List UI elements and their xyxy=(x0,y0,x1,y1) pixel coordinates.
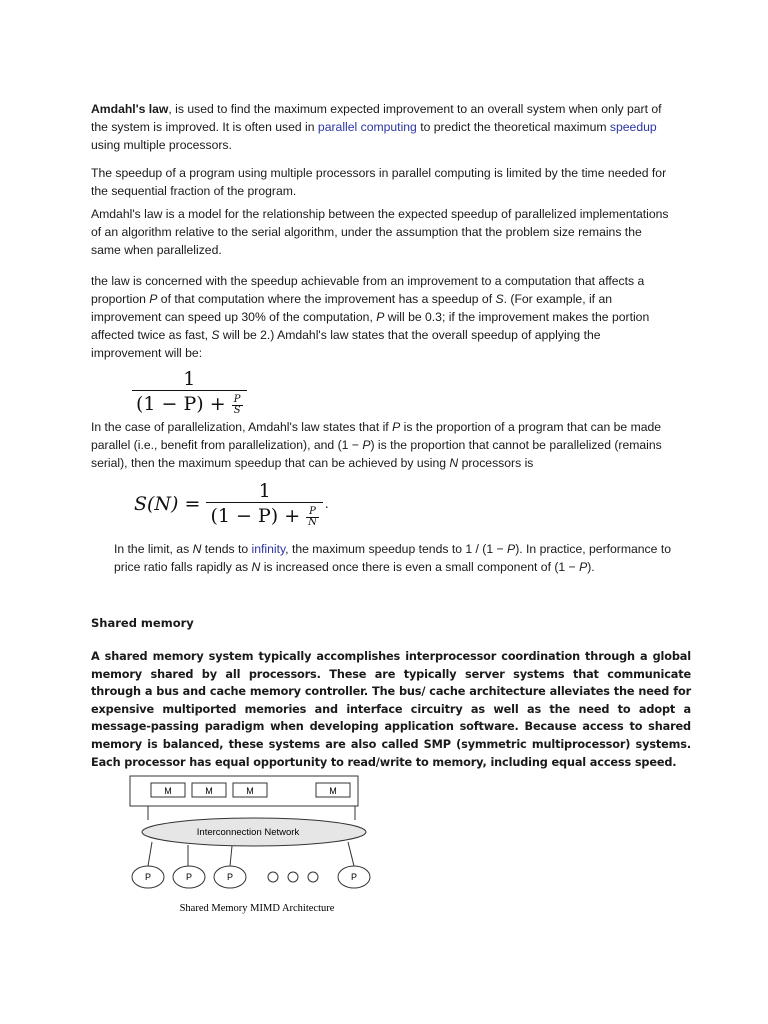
memory-label: M xyxy=(246,786,254,796)
amdahl-term: Amdahl's law xyxy=(91,102,169,116)
processor-connector xyxy=(230,846,232,866)
equation-fraction xyxy=(132,368,247,416)
text-run: is the proportion of a program that can be made parallel (i.e., benefit from parallelization), and (1 − xyxy=(91,420,662,452)
limit-paragraph xyxy=(114,540,680,576)
memory-label: M xyxy=(329,786,337,796)
var-n: N xyxy=(192,542,202,556)
equation-denominator xyxy=(206,502,322,528)
processor-connector xyxy=(148,842,152,866)
text-run: ). In practice, performance to price ratio falls rapidly as xyxy=(114,542,671,574)
equation-fraction xyxy=(206,480,322,528)
var-p: P xyxy=(376,310,385,324)
diagram-caption: Shared Memory MIMD Architecture xyxy=(179,903,335,914)
text-run: using multiple processors. xyxy=(91,138,232,152)
text-run: , is used to find the maximum expected improvement to an overall system when only part of the system is improved. It is often used in xyxy=(91,102,662,134)
equation-term: (1 − P) + xyxy=(210,505,307,527)
equation-lhs: S(N) = xyxy=(134,492,207,515)
var-s: S xyxy=(211,328,220,342)
inner-fraction xyxy=(232,395,243,416)
equation-denominator xyxy=(132,390,247,416)
link-parallel-computing[interactable]: parallel computing xyxy=(317,120,417,134)
parallelization-paragraph xyxy=(91,418,673,472)
text-run: In the limit, as xyxy=(114,542,193,556)
text-run: . (For example, if an improvement can speed up 30% of the computation, xyxy=(91,292,612,324)
equation-period: . xyxy=(324,496,329,511)
memory-module xyxy=(233,783,267,797)
ellipsis-dots xyxy=(268,872,318,882)
law-paragraph xyxy=(91,272,673,362)
speedup-n-equation xyxy=(134,480,329,528)
intro-paragraph xyxy=(91,100,673,154)
inner-denominator: N xyxy=(308,516,317,528)
memory-module xyxy=(151,783,185,797)
link-infinity[interactable]: infinity xyxy=(251,542,286,556)
text-run: will be 0.3; if the improvement makes the portion affected twice as fast, xyxy=(91,310,650,342)
inner-numerator: P xyxy=(309,505,316,517)
text-run: processors is xyxy=(458,456,534,470)
processor-label: P xyxy=(185,872,193,882)
var-p: P xyxy=(362,438,371,452)
processor-label: P xyxy=(350,872,358,882)
text-run: In the case of parallelization, Amdahl's law states that if xyxy=(91,420,393,434)
var-p: P xyxy=(507,542,516,556)
memory-module xyxy=(192,783,226,797)
text-run: will be 2.) Amdahl's law states that the overall speedup of applying the improvement will be: xyxy=(91,328,601,360)
processor-node xyxy=(173,866,205,888)
processor-node xyxy=(338,866,370,888)
text-run: the law is concerned with the speedup achievable from an improvement to a computation that affects a proportion xyxy=(91,274,645,306)
shared-memory-paragraph: A shared memory system typically accomplishes interprocessor coordination through a global memory shared by all processors. These are typically server systems that communicate through a bus and cache memory controller. The bus/ cache architecture alleviates the need for expensive multiported memories and interface circuitry as well as the need to adopt a message-passing paradigm when developing application software. Because access to shared memory is balanced, these systems are also called SMP (symmetric multiprocessor) systems. Each processor has equal opportunity to read/write to memory, including equal access speed. xyxy=(91,650,691,769)
processor-node xyxy=(214,866,246,888)
text-run: ) is the proportion that cannot be parallelized (remains serial), then the maximum speedup that can be achieved by using xyxy=(91,438,662,470)
processor-node xyxy=(132,866,164,888)
inner-fraction xyxy=(306,507,319,528)
model-paragraph: Amdahl's law is a model for the relationship between the expected speedup of parallelized implementations of an algorithm relative to the serial algorithm, under the assumption that the problem size remains the same when parallelized. xyxy=(91,207,669,257)
text-run: tends to xyxy=(201,542,252,556)
equation-numerator: 1 xyxy=(258,480,271,502)
var-p: P xyxy=(579,560,588,574)
shared-memory-diagram xyxy=(120,770,380,920)
memory-module xyxy=(316,783,350,797)
text-run: to predict the theoretical maximum xyxy=(416,120,610,134)
var-p: P xyxy=(149,292,158,306)
text-run: is increased once there is even a small component of (1 − xyxy=(260,560,580,574)
section-heading: Shared memory xyxy=(91,616,194,630)
equation-numerator: 1 xyxy=(183,368,196,390)
text-run: of that computation where the improvement has a speedup of xyxy=(157,292,496,306)
memory-label: M xyxy=(205,786,213,796)
var-n: N xyxy=(251,560,261,574)
processor-label: P xyxy=(144,872,152,882)
inner-denominator: S xyxy=(233,404,241,416)
link-speedup[interactable]: speedup xyxy=(609,120,657,134)
var-p: P xyxy=(392,420,401,434)
network-label: Interconnection Network xyxy=(196,827,300,838)
processor-connector xyxy=(348,842,354,866)
memory-label: M xyxy=(164,786,172,796)
text-run: ). xyxy=(587,560,595,574)
var-s: S xyxy=(495,292,504,306)
equation-term: (1 − P) + xyxy=(136,393,232,415)
var-n: N xyxy=(449,456,459,470)
speedup-equation xyxy=(132,368,247,416)
text-run: , the maximum speedup tends to 1 / (1 − xyxy=(285,542,508,556)
inner-numerator: P xyxy=(233,393,241,405)
speedup-paragraph: The speedup of a program using multiple processors in parallel computing is limited by the time needed for the sequential fraction of the program. xyxy=(91,166,667,198)
processor-label: P xyxy=(226,872,234,882)
